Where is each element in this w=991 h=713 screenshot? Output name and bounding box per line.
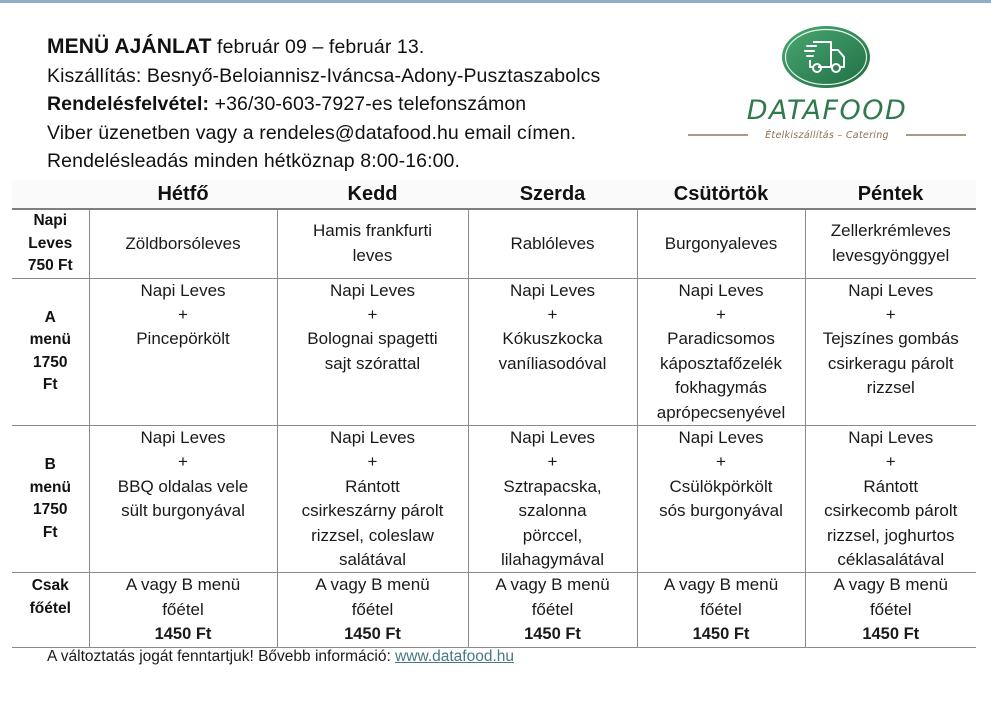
delivery-truck-icon: [780, 24, 872, 90]
datafood-logo: [688, 24, 966, 144]
row-label-menu-b: B menü 1750 Ft: [12, 425, 89, 572]
row-label-menu-a: A menü 1750 Ft: [12, 278, 89, 425]
day-header-tuesday: Kedd: [277, 180, 468, 209]
main-only-cell-wednesday: A vagy B menü főétel 1450 Ft: [468, 573, 637, 647]
main-only-price: 1450 Ft: [862, 625, 920, 644]
brand-tagline: Ételkiszállítás – Catering: [765, 129, 889, 141]
order-label: Rendelésfelvétel:: [47, 93, 210, 115]
main-only-cell-monday: A vagy B menü főétel 1450 Ft: [89, 573, 277, 647]
menu-title-line: [47, 33, 600, 62]
order-phone: +36/30-603-7927-es telefonszámon: [209, 93, 527, 115]
day-header-friday: Péntek: [805, 180, 976, 209]
day-header-monday: Hétfő: [89, 180, 277, 209]
brand-name: DATAFOOD: [746, 95, 908, 126]
row-label-main-only: Csak főétel: [12, 573, 89, 647]
delivery-area: Kiszállítás: Besnyő-Beloiannisz-Iváncsa-Adony-Pusztaszabolcs: [47, 64, 601, 87]
table-row-menu-a: [12, 278, 976, 425]
menu-a-cell-wednesday: Napi Leves + Kókuszkocka vaníliasodóval: [468, 278, 637, 425]
main-only-cell-friday: A vagy B menü főétel 1450 Ft: [805, 573, 976, 647]
footer-disclaimer: A változtatás jogát fenntartjuk! Bővebb információ:: [47, 648, 396, 665]
menu-a-cell-friday: Napi Leves + Tejszínes gombás csirkeragu párolt rizzsel: [805, 278, 976, 425]
menu-b-cell-friday: Napi Leves + Rántott csirkecomb párolt rizzsel, joghurtos céklasalátával: [805, 425, 976, 572]
menu-title: MENÜ AJÁNLAT: [47, 35, 212, 58]
main-only-cell-tuesday: A vagy B menü főétel 1450 Ft: [277, 573, 468, 647]
soup-cell-friday: Zellerkrémleves levesgyönggyel: [805, 209, 976, 278]
main-only-price: 1450 Ft: [344, 625, 401, 644]
table-row-main-only: [12, 573, 976, 647]
website-link[interactable]: www.datafood.hu: [395, 648, 515, 665]
soup-cell-monday: Zöldborsóleves: [89, 209, 277, 278]
top-accent-rule: [0, 0, 991, 3]
table-row-daily-soup: [12, 209, 976, 278]
table-row-menu-b: [12, 425, 976, 572]
brand-tagline-row: [688, 128, 966, 142]
day-header-wednesday: Szerda: [468, 180, 637, 209]
tagline-rule-left: [688, 134, 748, 136]
weekly-menu-table: [12, 180, 976, 648]
menu-b-cell-wednesday: Napi Leves + Sztrapacska, szalonna pörccel, lilahagymával: [468, 425, 637, 572]
soup-cell-tuesday: Hamis frankfurti leves: [277, 209, 468, 278]
corner-cell: [12, 180, 89, 209]
menu-b-cell-tuesday: Napi Leves + Rántott csirkeszárny párolt rizzsel, coleslaw salátával: [277, 425, 468, 572]
order-contact-line: [47, 90, 600, 119]
main-only-price: 1450 Ft: [524, 625, 581, 644]
order-hours-line: Rendelésleadás minden hétköznap 8:00-16:00.: [47, 150, 461, 172]
row-label-daily-soup: Napi Leves 750 Ft: [12, 209, 89, 278]
menu-a-cell-tuesday: Napi Leves + Bolognai spagetti sajt szórattal: [277, 278, 468, 425]
menu-b-cell-thursday: Napi Leves + Csülökpörkölt sós burgonyával: [637, 425, 805, 572]
soup-cell-thursday: Burgonyaleves: [637, 209, 805, 278]
menu-date-range: február 09 – február 13.: [211, 36, 425, 58]
menu-header: [47, 33, 600, 176]
day-header-row: [12, 180, 976, 209]
tagline-rule-right: [906, 134, 966, 136]
footer-note: [47, 646, 514, 668]
main-only-price: 1450 Ft: [154, 625, 212, 644]
menu-a-cell-thursday: Napi Leves + Paradicsomos káposztafőzelék fokhagymás aprópecsenyével: [637, 278, 805, 425]
main-only-cell-thursday: A vagy B menü főétel 1450 Ft: [637, 573, 805, 647]
menu-a-cell-monday: Napi Leves + Pincepörkölt: [89, 278, 277, 425]
main-only-price: 1450 Ft: [692, 625, 750, 644]
menu-b-cell-monday: Napi Leves + BBQ oldalas vele sült burgonyával: [89, 425, 277, 572]
day-header-thursday: Csütörtök: [637, 180, 805, 209]
viber-email-line: Viber üzenetben vagy a rendeles@datafood.hu email címen.: [47, 121, 577, 144]
soup-cell-wednesday: Rablóleves: [468, 209, 637, 278]
